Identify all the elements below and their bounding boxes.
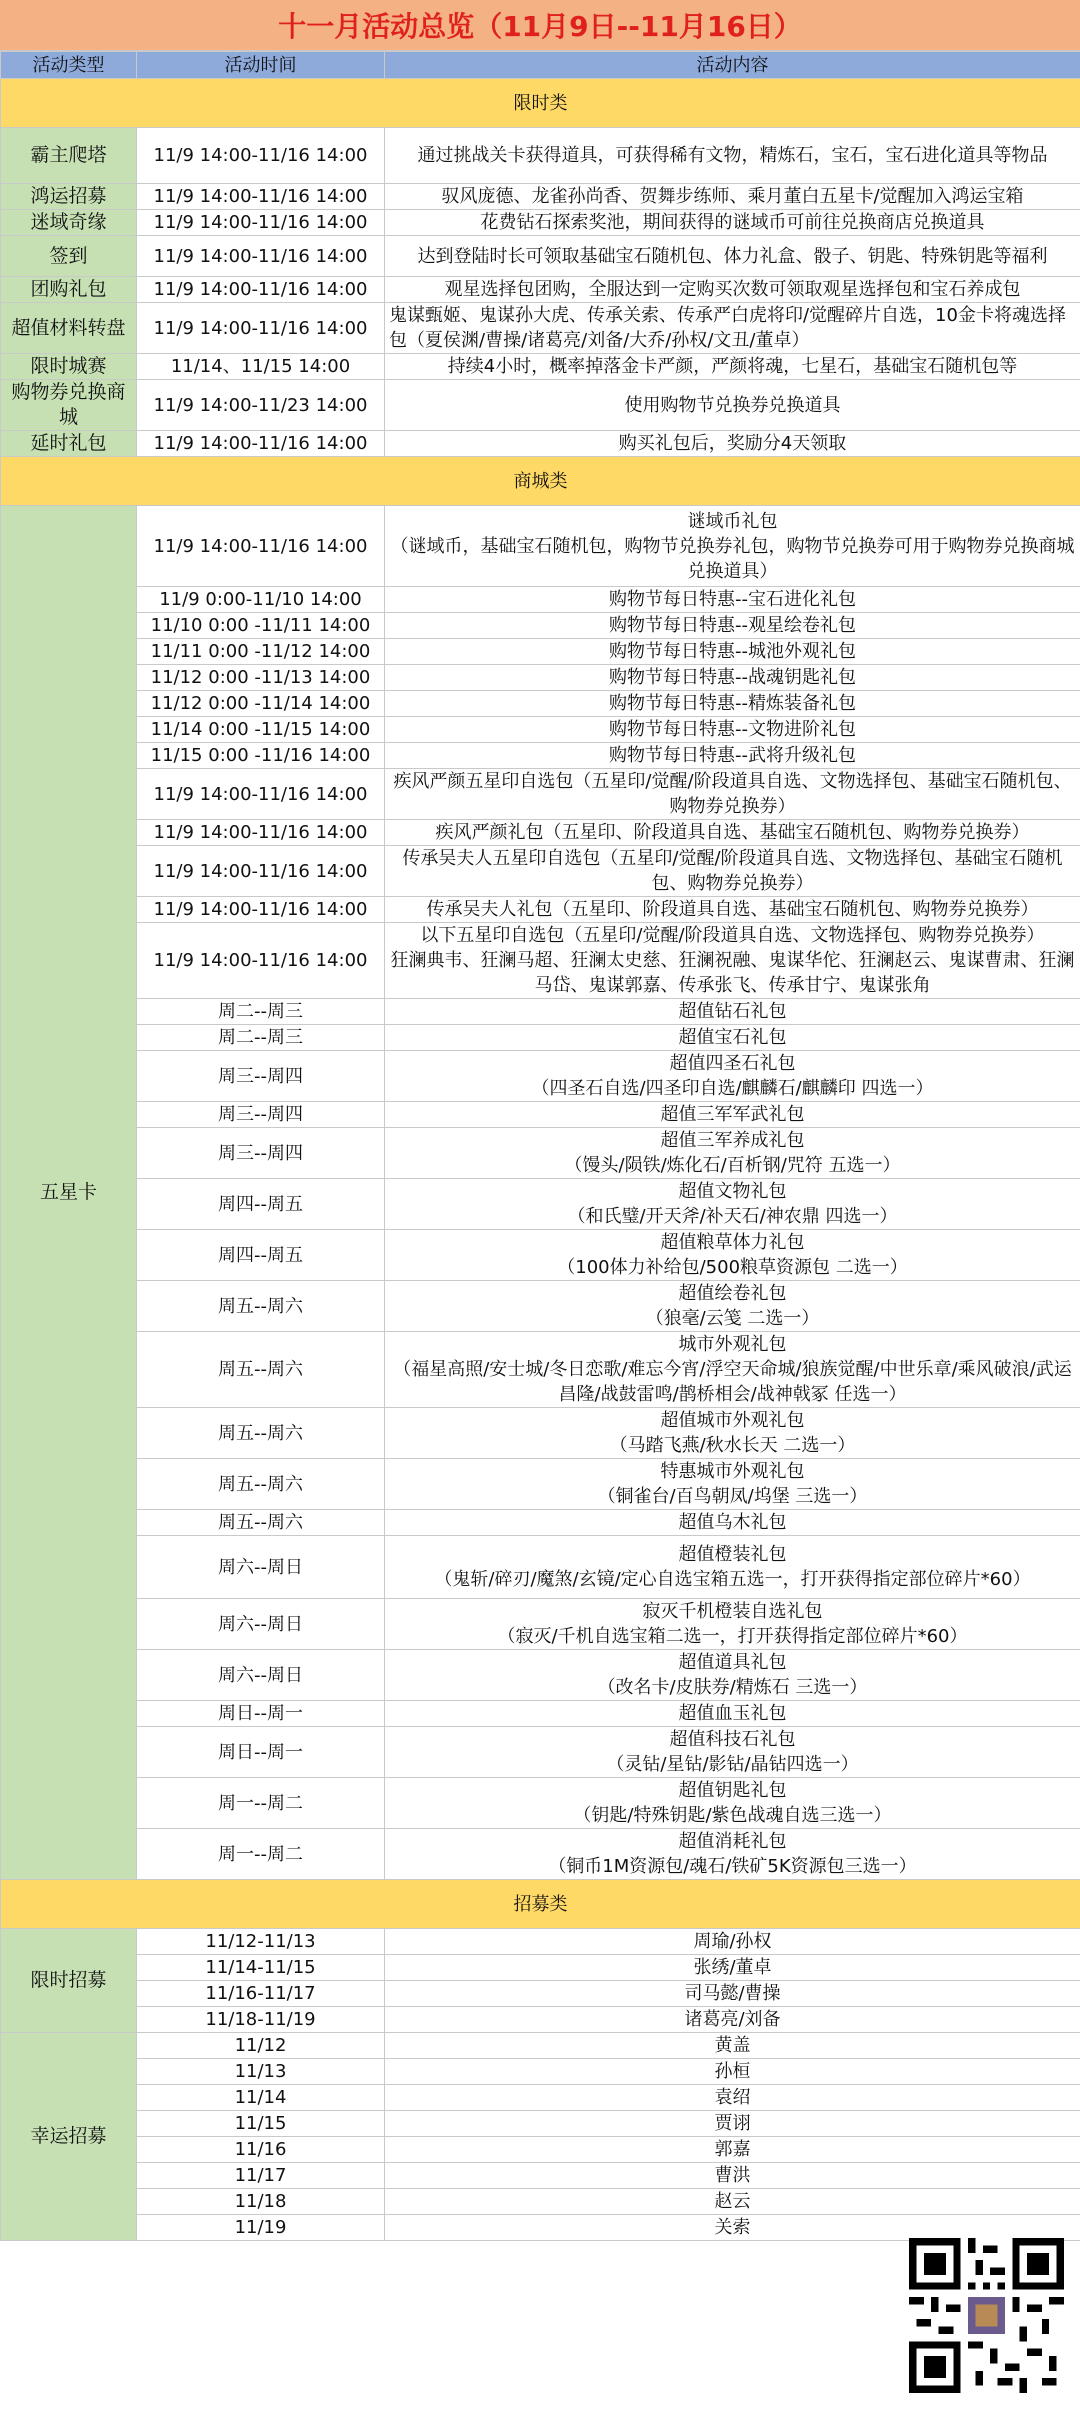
table-row	[1, 1051, 1080, 1102]
type-cell: 五星卡	[1, 506, 137, 1880]
header-time: 活动时间	[137, 52, 385, 79]
content-detail: （铜雀台/百鸟朝凤/坞堡 三选一）	[597, 1486, 868, 1507]
time-cell: 11/14-11/15	[137, 1955, 385, 1981]
time-cell: 11/14 0:00 -11/15 14:00	[137, 717, 385, 743]
content-cell	[385, 1179, 1080, 1230]
table-row	[1, 2215, 1080, 2241]
content-detail: （福星高照/安士城/冬日恋歌/难忘今宵/浮空天命城/狼族觉醒/中世乐章/乘风破浪/武运昌隆/战鼓雷鸣/鹊桥相会/战神戟冢 任选一）	[393, 1359, 1072, 1405]
table-row	[1, 1281, 1080, 1332]
time-cell: 11/9 14:00-11/16 14:00	[137, 303, 385, 354]
content-main: 超值绘卷礼包	[678, 1283, 787, 1304]
content-cell	[385, 1599, 1080, 1650]
content-detail: （100体力补给包/500粮草资源包 二选一）	[557, 1257, 908, 1278]
table-row	[1, 506, 1080, 587]
content-cell: 诸葛亮/刘备	[385, 2007, 1080, 2033]
content-main: 寂灭千机橙装自选礼包	[642, 1601, 823, 1622]
section-shop-row	[1, 457, 1080, 506]
content-main: 超值宝石礼包	[678, 1027, 787, 1048]
time-cell: 周五--周六	[137, 1510, 385, 1536]
time-cell: 周五--周六	[137, 1332, 385, 1408]
content-detail: （四圣石自选/四圣印自选/麒麟石/麒麟印 四选一）	[531, 1078, 934, 1099]
time-cell: 11/19	[137, 2215, 385, 2241]
table-row	[1, 1230, 1080, 1281]
content-main: 超值科技石礼包	[669, 1729, 796, 1750]
content-cell: 关索	[385, 2215, 1080, 2241]
content-cell	[385, 999, 1080, 1025]
time-cell: 11/9 14:00-11/16 14:00	[137, 210, 385, 236]
table-row	[1, 691, 1080, 717]
section-limited-title: 限时类	[1, 79, 1080, 128]
type-cell: 霸主爬塔	[1, 128, 137, 184]
table-header-row	[1, 52, 1080, 79]
table-row	[1, 2033, 1080, 2059]
content-cell	[385, 1051, 1080, 1102]
time-cell: 周三--周四	[137, 1128, 385, 1179]
type-cell: 团购礼包	[1, 277, 137, 303]
content-detail: （馒头/陨铁/炼化石/百析钢/咒符 五选一）	[564, 1155, 901, 1176]
content-detail: （改名卡/皮肤券/精炼石 三选一）	[597, 1677, 868, 1698]
content-main: 超值文物礼包	[678, 1181, 787, 1202]
table-row	[1, 128, 1080, 184]
table-row	[1, 897, 1080, 923]
header-content: 活动内容	[385, 52, 1080, 79]
time-cell: 11/9 14:00-11/16 14:00	[137, 769, 385, 820]
type-cell: 延时礼包	[1, 431, 137, 457]
time-cell: 11/9 14:00-11/16 14:00	[137, 236, 385, 277]
content-cell	[385, 717, 1080, 743]
content-cell	[385, 846, 1080, 897]
time-cell: 11/9 14:00-11/16 14:00	[137, 277, 385, 303]
type-cell: 限时招募	[1, 1929, 137, 2033]
table-row	[1, 1701, 1080, 1727]
content-cell: 曹洪	[385, 2163, 1080, 2189]
content-main: 超值道具礼包	[678, 1652, 787, 1673]
time-cell: 周五--周六	[137, 1281, 385, 1332]
content-cell: 黄盖	[385, 2033, 1080, 2059]
content-main: 超值消耗礼包	[678, 1831, 787, 1852]
time-cell: 周一--周二	[137, 1778, 385, 1829]
content-main: 超值钻石礼包	[678, 1001, 787, 1022]
content-detail: （灵钻/星钻/影钻/晶钻四选一）	[606, 1754, 859, 1775]
content-cell	[385, 769, 1080, 820]
content-cell: 驭风庞德、龙雀孙尚香、贺舞步练师、乘月董白五星卡/觉醒加入鸿运宝箱	[385, 184, 1080, 210]
content-cell: 持续4小时，概率掉落金卡严颜，严颜将魂，七星石，基础宝石随机包等	[385, 354, 1080, 380]
table-row	[1, 820, 1080, 846]
time-cell: 周五--周六	[137, 1459, 385, 1510]
time-cell: 11/14、11/15 14:00	[137, 354, 385, 380]
content-main: 谜域币礼包	[687, 510, 778, 532]
section-recruit-title: 招募类	[1, 1880, 1080, 1929]
table-row	[1, 1025, 1080, 1051]
table-row	[1, 1929, 1080, 1955]
content-main: 超值橙装礼包	[678, 1544, 787, 1565]
time-cell: 周六--周日	[137, 1599, 385, 1650]
table-row	[1, 743, 1080, 769]
type-cell: 超值材料转盘	[1, 303, 137, 354]
content-cell: 通过挑战关卡获得道具，可获得稀有文物，精炼石，宝石，宝石进化道具等物品	[385, 128, 1080, 184]
table-row	[1, 1727, 1080, 1778]
time-cell: 11/18-11/19	[137, 2007, 385, 2033]
table-row	[1, 846, 1080, 897]
content-main: 超值粮草体力礼包	[660, 1232, 805, 1253]
content-cell	[385, 897, 1080, 923]
content-main: 传承吴夫人礼包（五星印、阶段道具自选、基础宝石随机包、购物券兑换券）	[426, 899, 1039, 920]
table-row	[1, 210, 1080, 236]
content-cell: 观星选择包团购，全服达到一定购买次数可领取观星选择包和宝石养成包	[385, 277, 1080, 303]
content-cell	[385, 1459, 1080, 1510]
type-cell: 鸿运招募	[1, 184, 137, 210]
content-cell: 郭嘉	[385, 2137, 1080, 2163]
time-cell: 周二--周三	[137, 999, 385, 1025]
time-cell: 11/9 14:00-11/23 14:00	[137, 380, 385, 431]
content-cell	[385, 691, 1080, 717]
content-detail: （铜币1M资源包/魂石/铁矿5K资源包三选一）	[548, 1856, 917, 1877]
content-cell	[385, 506, 1080, 587]
type-cell: 迷域奇缘	[1, 210, 137, 236]
content-detail: （狼毫/云笺 二选一）	[645, 1308, 820, 1329]
time-cell: 11/9 14:00-11/16 14:00	[137, 184, 385, 210]
section-shop-title: 商城类	[1, 457, 1080, 506]
type-cell: 签到	[1, 236, 137, 277]
content-main: 以下五星印自选包（五星印/觉醒/阶段道具自选、文物选择包、购物券兑换券）	[420, 925, 1045, 946]
time-cell: 周四--周五	[137, 1179, 385, 1230]
content-main: 疾风严颜礼包（五星印、阶段道具自选、基础宝石随机包、购物券兑换券）	[435, 822, 1030, 843]
content-cell	[385, 1281, 1080, 1332]
table-row	[1, 1332, 1080, 1408]
content-cell	[385, 639, 1080, 665]
time-cell: 11/10 0:00 -11/11 14:00	[137, 613, 385, 639]
content-detail: （和氏璧/开天斧/补天石/神农鼎 四选一）	[567, 1206, 898, 1227]
time-cell: 11/18	[137, 2189, 385, 2215]
content-cell: 贾诩	[385, 2111, 1080, 2137]
time-cell: 11/9 14:00-11/16 14:00	[137, 431, 385, 457]
time-cell: 11/16	[137, 2137, 385, 2163]
table-row	[1, 2007, 1080, 2033]
content-cell	[385, 1650, 1080, 1701]
table-row	[1, 1102, 1080, 1128]
time-cell: 11/9 14:00-11/16 14:00	[137, 506, 385, 587]
type-cell: 幸运招募	[1, 2033, 137, 2241]
content-detail: （马踏飞燕/秋水长天 二选一）	[609, 1435, 856, 1456]
content-cell	[385, 1408, 1080, 1459]
time-cell: 11/12 0:00 -11/14 14:00	[137, 691, 385, 717]
time-cell: 11/15 0:00 -11/16 14:00	[137, 743, 385, 769]
time-cell: 周日--周一	[137, 1701, 385, 1727]
content-detail: （鬼斩/碎刃/魔煞/玄镜/定心自选宝箱五选一，打开获得指定部位碎片*60）	[434, 1569, 1031, 1590]
time-cell: 11/9 14:00-11/16 14:00	[137, 897, 385, 923]
content-cell	[385, 665, 1080, 691]
content-main: 购物节每日特惠--宝石进化礼包	[609, 589, 856, 610]
table-row	[1, 665, 1080, 691]
time-cell: 周六--周日	[137, 1536, 385, 1599]
content-main: 超值乌木礼包	[678, 1512, 787, 1533]
content-main: 超值三军养成礼包	[660, 1130, 805, 1151]
table-row	[1, 923, 1080, 999]
time-cell: 11/11 0:00 -11/12 14:00	[137, 639, 385, 665]
table-row	[1, 769, 1080, 820]
table-row	[1, 354, 1080, 380]
time-cell: 11/15	[137, 2111, 385, 2137]
time-cell: 11/16-11/17	[137, 1981, 385, 2007]
content-main: 传承吴夫人五星印自选包（五星印/觉醒/阶段道具自选、文物选择包、基础宝石随机包、购物券兑换券）	[402, 848, 1063, 894]
table-row	[1, 1536, 1080, 1599]
content-cell: 张绣/董卓	[385, 1955, 1080, 1981]
table-row	[1, 1829, 1080, 1880]
content-main: 购物节每日特惠--城池外观礼包	[609, 641, 856, 662]
table-row	[1, 2059, 1080, 2085]
table-row	[1, 639, 1080, 665]
time-cell: 周二--周三	[137, 1025, 385, 1051]
time-cell: 周一--周二	[137, 1829, 385, 1880]
content-main: 城市外观礼包	[678, 1334, 787, 1355]
table-row	[1, 1459, 1080, 1510]
time-cell: 11/12-11/13	[137, 1929, 385, 1955]
table-row	[1, 303, 1080, 354]
content-main: 特惠城市外观礼包	[660, 1461, 805, 1482]
time-cell: 11/9 14:00-11/16 14:00	[137, 846, 385, 897]
content-cell: 购买礼包后，奖励分4天领取	[385, 431, 1080, 457]
time-cell: 11/14	[137, 2085, 385, 2111]
content-main: 超值四圣石礼包	[669, 1053, 796, 1074]
content-main: 购物节每日特惠--文物进阶礼包	[609, 719, 856, 740]
time-cell: 周日--周一	[137, 1727, 385, 1778]
content-main: 购物节每日特惠--观星绘卷礼包	[609, 615, 856, 636]
content-cell: 达到登陆时长可领取基础宝石随机包、体力礼盒、骰子、钥匙、特殊钥匙等福利	[385, 236, 1080, 277]
table-row	[1, 1599, 1080, 1650]
content-main: 超值钥匙礼包	[678, 1780, 787, 1801]
time-cell: 11/13	[137, 2059, 385, 2085]
time-cell: 周四--周五	[137, 1230, 385, 1281]
content-detail: （钥匙/特殊钥匙/紫色战魂自选三选一）	[573, 1805, 892, 1826]
content-cell	[385, 1829, 1080, 1880]
table-row	[1, 1650, 1080, 1701]
content-cell	[385, 1230, 1080, 1281]
table-row	[1, 613, 1080, 639]
table-row	[1, 277, 1080, 303]
table-row	[1, 1955, 1080, 1981]
time-cell: 11/9 0:00-11/10 14:00	[137, 587, 385, 613]
table-row	[1, 236, 1080, 277]
content-cell	[385, 1128, 1080, 1179]
content-cell: 司马懿/曹操	[385, 1981, 1080, 2007]
table-row	[1, 431, 1080, 457]
content-cell	[385, 613, 1080, 639]
table-row	[1, 184, 1080, 210]
content-cell	[385, 1727, 1080, 1778]
time-cell: 11/9 14:00-11/16 14:00	[137, 923, 385, 999]
time-cell: 周三--周四	[137, 1102, 385, 1128]
qr-code-image	[909, 2238, 1064, 2393]
section-recruit-row	[1, 1880, 1080, 1929]
table-row	[1, 1510, 1080, 1536]
table-row	[1, 2085, 1080, 2111]
content-cell: 鬼谋甄姬、鬼谋孙大虎、传承关索、传承严白虎将印/觉醒碎片自选，10金卡将魂选择包（夏侯渊/曹操/诸葛亮/刘备/大乔/孙权/文丑/董卓）	[385, 303, 1080, 354]
content-cell	[385, 743, 1080, 769]
page-title: 十一月活动总览（11月9日--11月16日）	[0, 0, 1080, 51]
content-cell	[385, 1102, 1080, 1128]
table-row	[1, 999, 1080, 1025]
content-cell: 赵云	[385, 2189, 1080, 2215]
content-cell	[385, 587, 1080, 613]
content-main: 超值三军军武礼包	[660, 1104, 805, 1125]
time-cell: 11/9 14:00-11/16 14:00	[137, 128, 385, 184]
content-main: 超值血玉礼包	[678, 1703, 787, 1724]
table-row	[1, 1778, 1080, 1829]
table-row	[1, 717, 1080, 743]
type-cell: 限时城赛	[1, 354, 137, 380]
time-cell: 11/17	[137, 2163, 385, 2189]
content-cell	[385, 1025, 1080, 1051]
content-cell	[385, 1510, 1080, 1536]
table-row	[1, 1408, 1080, 1459]
content-cell	[385, 1701, 1080, 1727]
content-main: 超值城市外观礼包	[660, 1410, 805, 1431]
content-cell: 孙桓	[385, 2059, 1080, 2085]
time-cell: 周六--周日	[137, 1650, 385, 1701]
content-cell	[385, 1536, 1080, 1599]
time-cell: 11/12	[137, 2033, 385, 2059]
content-main: 购物节每日特惠--精炼装备礼包	[609, 693, 856, 714]
content-main: 疾风严颜五星印自选包（五星印/觉醒/阶段道具自选、文物选择包、基础宝石随机包、购物券兑换券）	[393, 771, 1072, 817]
content-main: 购物节每日特惠--战魂钥匙礼包	[609, 667, 856, 688]
table-row	[1, 1179, 1080, 1230]
content-cell	[385, 1332, 1080, 1408]
table-row	[1, 1981, 1080, 2007]
content-main: 购物节每日特惠--武将升级礼包	[609, 745, 856, 766]
content-cell: 使用购物节兑换券兑换道具	[385, 380, 1080, 431]
content-detail: （谜域币，基础宝石随机包，购物节兑换券礼包，购物节兑换券可用于购物券兑换商城兑换道具）	[390, 535, 1075, 582]
content-detail: 狂澜典韦、狂澜马超、狂澜太史慈、狂澜祝融、鬼谋华佗、狂澜赵云、鬼谋曹肃、狂澜马岱、鬼谋郭嘉、传承张飞、传承甘宁、鬼谋张角	[390, 950, 1075, 996]
table-row	[1, 2189, 1080, 2215]
time-cell: 11/12 0:00 -11/13 14:00	[137, 665, 385, 691]
time-cell: 周五--周六	[137, 1408, 385, 1459]
content-cell	[385, 1778, 1080, 1829]
section-limited-row	[1, 79, 1080, 128]
content-cell	[385, 820, 1080, 846]
type-cell: 购物券兑换商城	[1, 380, 137, 431]
header-type: 活动类型	[1, 52, 137, 79]
table-row	[1, 587, 1080, 613]
content-cell	[385, 923, 1080, 999]
activity-table	[0, 51, 1080, 2241]
table-row	[1, 2137, 1080, 2163]
table-row	[1, 2163, 1080, 2189]
table-row	[1, 1128, 1080, 1179]
time-cell: 周三--周四	[137, 1051, 385, 1102]
content-detail: （寂灭/千机自选宝箱二选一，打开获得指定部位碎片*60）	[497, 1626, 968, 1647]
content-cell: 周瑜/孙权	[385, 1929, 1080, 1955]
time-cell: 11/9 14:00-11/16 14:00	[137, 820, 385, 846]
content-cell: 花费钻石探索奖池，期间获得的谜域币可前往兑换商店兑换道具	[385, 210, 1080, 236]
table-row	[1, 380, 1080, 431]
content-cell: 袁绍	[385, 2085, 1080, 2111]
table-row	[1, 2111, 1080, 2137]
